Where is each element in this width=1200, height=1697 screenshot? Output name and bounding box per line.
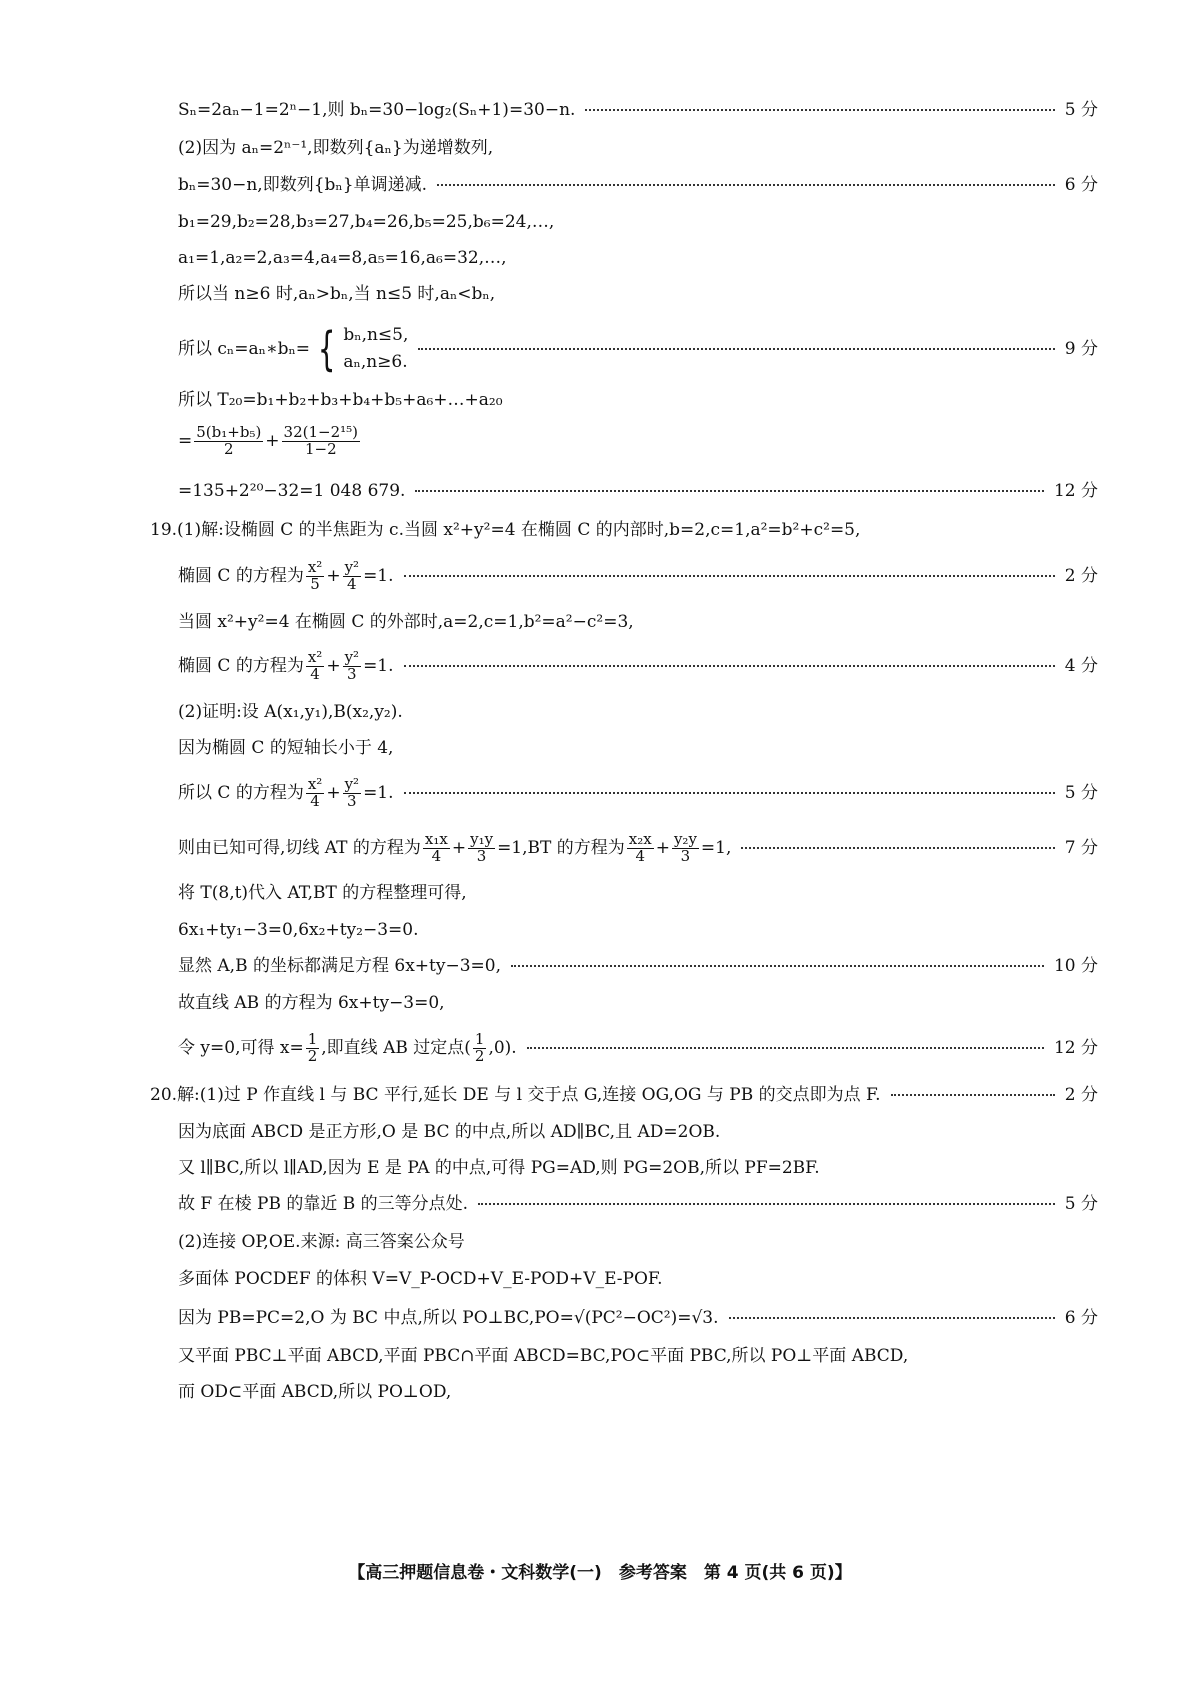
score: 12 分: [1053, 1038, 1098, 1059]
fraction: $\frac{\text{x₂x}}{4}$: [628, 830, 652, 865]
line-t20-fractions: = $\frac{\text{5(b₁+b₅)}}{2}$ + $\frac{\text{32(1−2¹⁵)}}{1-2}$: [178, 423, 359, 458]
line-ellipse-eq-1: 椭圆 C 的方程为 $\frac{\text{x²}}{5}$ + $\frac{\text{y²}}{4}$ =1. 2 分: [178, 558, 1098, 593]
dot-leader: [478, 1203, 1055, 1205]
line-two-equations: 6x₁+ty₁−3=0,6x₂+ty₂−3=0.: [178, 920, 419, 940]
dot-leader: [404, 792, 1055, 794]
fraction: $\frac{\text{x²}}{4}$: [307, 775, 323, 810]
score: 7 分: [1064, 838, 1098, 859]
fraction: $\frac{\text{x²}}{4}$: [307, 648, 323, 683]
dot-leader: [418, 348, 1054, 350]
line-parallel-pg: 又 l∥BC,所以 l∥AD,因为 E 是 PA 的中点,可得 PG=AD,则 PG=2OB,所以 PF=2BF.: [178, 1158, 820, 1178]
score: 2 分: [1064, 566, 1098, 587]
line-cn-piecewise: 所以 cₙ=aₙ∗bₙ= { bₙ,n≤5, aₙ,n≥6. 9 分: [178, 322, 1098, 377]
dot-leader: [511, 965, 1044, 967]
line-bn-decreasing: bₙ=30−n,即数列{bₙ}单调递减. 6 分: [178, 175, 1098, 195]
dot-leader: [437, 184, 1055, 186]
dot-leader: [404, 665, 1055, 667]
left-brace: {: [317, 322, 336, 377]
score: 5 分: [1064, 1194, 1098, 1214]
score: 9 分: [1064, 338, 1098, 359]
dot-leader: [891, 1094, 1055, 1096]
line-ab-equation: 故直线 AB 的方程为 6x+ty−3=0,: [178, 993, 445, 1013]
line-plane-perp: 又平面 PBC⊥平面 ABCD,平面 PBC∩平面 ABCD=BC,PO⊂平面 PBC,所以 PO⊥平面 ABCD,: [178, 1346, 909, 1366]
dot-leader: [585, 109, 1054, 111]
score: 5 分: [1064, 783, 1098, 804]
score: 10 分: [1053, 956, 1098, 976]
fraction: $\frac{\text{y²}}{3}$: [344, 648, 360, 683]
line-tangent-equations: 则由已知可得,切线 AT 的方程为 $\frac{\text{x₁x}}{4}$ + $\frac{\text{y₁y}}{3}$ =1,BT 的方程为 $\frac{\text{x₂x}}{4}$ + $\frac{\text{y₂y}}{3}$ =1, 7 分: [178, 830, 1098, 865]
score: 6 分: [1064, 1308, 1098, 1328]
line-minor-axis: 因为椭圆 C 的短轴长小于 4,: [178, 738, 394, 758]
dot-leader: [527, 1047, 1044, 1049]
line-q20-start: 20.解:(1)过 P 作直线 l 与 BC 平行,延长 DE 与 l 交于点 G,连接 OG,OG 与 PB 的交点即为点 F. 2 分: [150, 1085, 1098, 1105]
line-t20-result: =135+2²⁰−32=1 048 679. 12 分: [178, 481, 1098, 501]
line-a-values: a₁=1,a₂=2,a₃=4,a₄=8,a₅=16,a₆=32,…,: [178, 248, 507, 268]
fraction: $\frac{\text{y₂y}}{3}$: [673, 830, 697, 865]
page-footer: 【高三押题信息卷・文科数学(一) 参考答案 第 4 页(共 6 页)】: [348, 1563, 852, 1583]
line-both-satisfy: 显然 A,B 的坐标都满足方程 6x+ty−3=0, 10 分: [178, 956, 1098, 976]
fraction: $\frac{\text{5(b₁+b₅)}}{2}$: [196, 423, 262, 458]
line-square-base: 因为底面 ABCD 是正方形,O 是 BC 的中点,所以 AD∥BC,且 AD=2OB.: [178, 1122, 721, 1142]
line-t20-sum: 所以 T₂₀=b₁+b₂+b₃+b₄+b₅+a₆+…+a₂₀: [178, 390, 503, 410]
score: 4 分: [1064, 656, 1098, 677]
dot-leader: [729, 1317, 1055, 1319]
fraction: $\frac{\text{y₁y}}{3}$: [470, 830, 494, 865]
fraction: $\frac{\text{32(1−2¹⁵)}}{1-2}$: [283, 423, 359, 458]
score: 12 分: [1053, 481, 1098, 501]
fraction: $\frac{1}{2}$: [307, 1030, 318, 1065]
line-q19-start: 19.(1)解:设椭圆 C 的半焦距为 c.当圆 x²+y²=4 在椭圆 C 的内部时,b=2,c=1,a²=b²+c²=5,: [150, 520, 861, 540]
line-an-increasing: (2)因为 aₙ=2ⁿ⁻¹,即数列{aₙ}为递增数列,: [178, 138, 494, 158]
dot-leader: [741, 847, 1054, 849]
line-ellipse-eq-3: 所以 C 的方程为 $\frac{\text{x²}}{4}$ + $\frac{\text{y²}}{3}$ =1. 5 分: [178, 775, 1098, 810]
line-fixed-point: 令 y=0,可得 x= $\frac{1}{2}$ ,即直线 AB 过定点( $\frac{1}{2}$ ,0). 12 分: [178, 1030, 1098, 1065]
line-comparison: 所以当 n≥6 时,aₙ>bₙ,当 n≤5 时,aₙ<bₙ,: [178, 284, 496, 304]
dot-leader: [415, 490, 1044, 492]
score: 2 分: [1064, 1085, 1098, 1105]
score: 6 分: [1064, 175, 1098, 195]
line-connect-op-oe: (2)连接 OP,OE.来源: 高三答案公众号: [178, 1232, 465, 1252]
fraction: $\frac{\text{y²}}{4}$: [344, 558, 360, 593]
score: 5 分: [1064, 100, 1098, 120]
line-trisection-point: 故 F 在棱 PB 的靠近 B 的三等分点处. 5 分: [178, 1194, 1098, 1214]
line-proof-setup: (2)证明:设 A(x₁,y₁),B(x₂,y₂).: [178, 702, 403, 722]
piecewise-cases: bₙ,n≤5, aₙ,n≥6.: [343, 325, 409, 373]
line-volume: 多面体 POCDEF 的体积 V=V_P-OCD+V_E-POD+V_E-POF.: [178, 1269, 663, 1289]
fraction: $\frac{\text{x²}}{5}$: [307, 558, 323, 593]
line-po-perp-bc: 因为 PB=PC=2,O 为 BC 中点,所以 PO⊥BC,PO=√(PC²−OC²)=√3. 6 分: [178, 1308, 1098, 1328]
fraction: $\frac{1}{2}$: [474, 1030, 485, 1065]
line-substitute-t: 将 T(8,t)代入 AT,BT 的方程整理可得,: [178, 883, 467, 903]
line-po-perp-od: 而 OD⊂平面 ABCD,所以 PO⊥OD,: [178, 1382, 452, 1402]
dot-leader: [404, 575, 1055, 577]
line-ellipse-eq-2: 椭圆 C 的方程为 $\frac{\text{x²}}{4}$ + $\frac{\text{y²}}{3}$ =1. 4 分: [178, 648, 1098, 683]
line-b-values: b₁=29,b₂=28,b₃=27,b₄=26,b₅=25,b₆=24,…,: [178, 212, 555, 232]
fraction: $\frac{\text{y²}}{3}$: [344, 775, 360, 810]
line-circle-outside: 当圆 x²+y²=4 在椭圆 C 的外部时,a=2,c=1,b²=a²−c²=3,: [178, 612, 634, 632]
fraction: $\frac{\text{x₁x}}{4}$: [424, 830, 448, 865]
line-sn-formula: Sₙ=2aₙ−1=2ⁿ−1,则 bₙ=30−log₂(Sₙ+1)=30−n. 5 分: [178, 100, 1098, 120]
